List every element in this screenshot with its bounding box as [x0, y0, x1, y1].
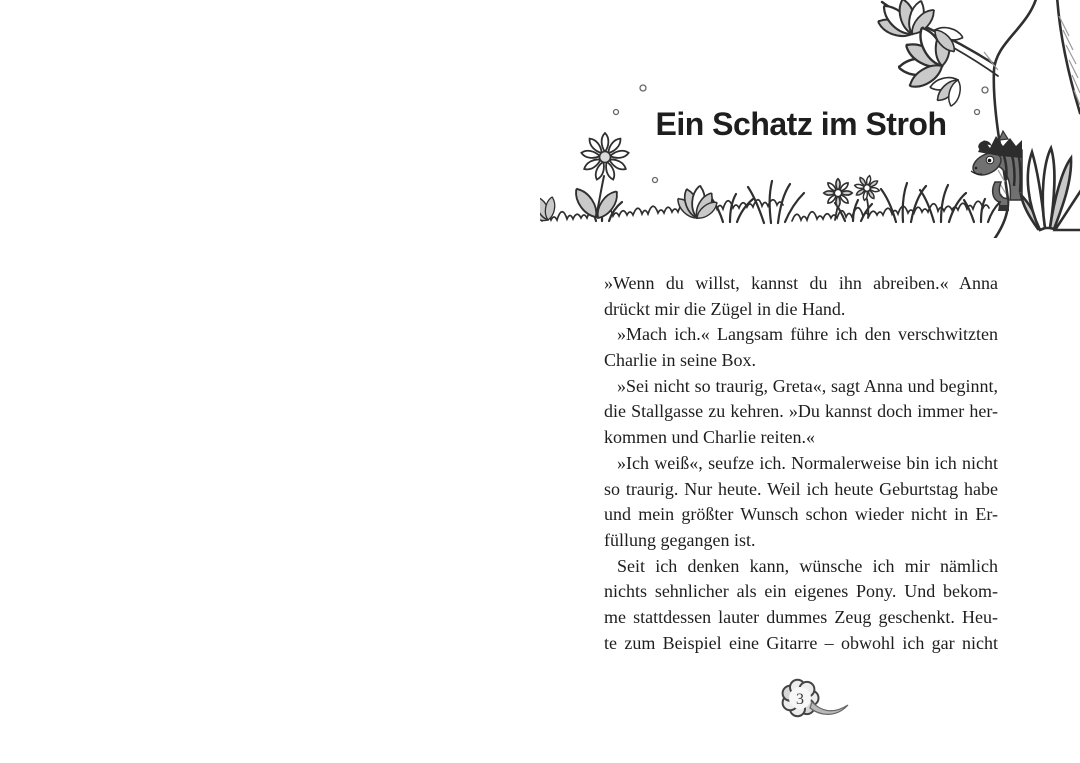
page-number-flower [760, 668, 870, 730]
body-text-line: »Ich weiß«, seufze ich. Normalerweise bin ich nicht [617, 452, 998, 473]
body-text-line: Seit ich denken kann, wünsche ich mir nämlich [617, 555, 998, 576]
body-text-line: Charlie in seine Box. [604, 350, 756, 371]
body-text-line: »Wenn du willst, kannst du ihn abreiben.« Anna [604, 273, 998, 293]
body-text-line: me stattdessen lauter dummes Zeug geschenkt. Heu- [604, 606, 998, 627]
page-number: 3 [796, 691, 804, 708]
body-text-line: füllung gegangen ist. [604, 529, 756, 550]
body-text-line: so traurig. Nur heute. Weil ich heute Geburtstag habe [604, 478, 998, 499]
grass-leaf-tuft-left-edge [540, 195, 556, 224]
body-text-line: »Sei nicht so traurig, Greta«, sagt Anna und beginnt, [617, 375, 998, 396]
chapter-title: Ein Schatz im Stroh [655, 106, 947, 142]
body-text [604, 271, 998, 656]
body-text-line: drückt mir die Zügel in die Hand. [604, 298, 846, 319]
body-text-line: nichts sehnlicher als ein eigenes Pony. Und bekom- [604, 581, 998, 602]
body-text-line: »Mach ich.« Langsam führe ich den verschwitzten [617, 324, 998, 345]
body-text-line: die Stallgasse zu kehren. »Du kannst doch immer her- [604, 401, 998, 422]
body-text-line: te zum Beispiel eine Gitarre – obwohl ich gar nicht [604, 632, 998, 653]
right-page [540, 0, 1080, 763]
daisy-drawing-large [571, 133, 629, 222]
body-text-line: und mein größter Wunsch schon wieder nicht in Er- [604, 504, 998, 525]
grass-leaf-tuft [674, 185, 719, 221]
body-text-line: kommen und Charlie reiten.« [604, 427, 815, 448]
